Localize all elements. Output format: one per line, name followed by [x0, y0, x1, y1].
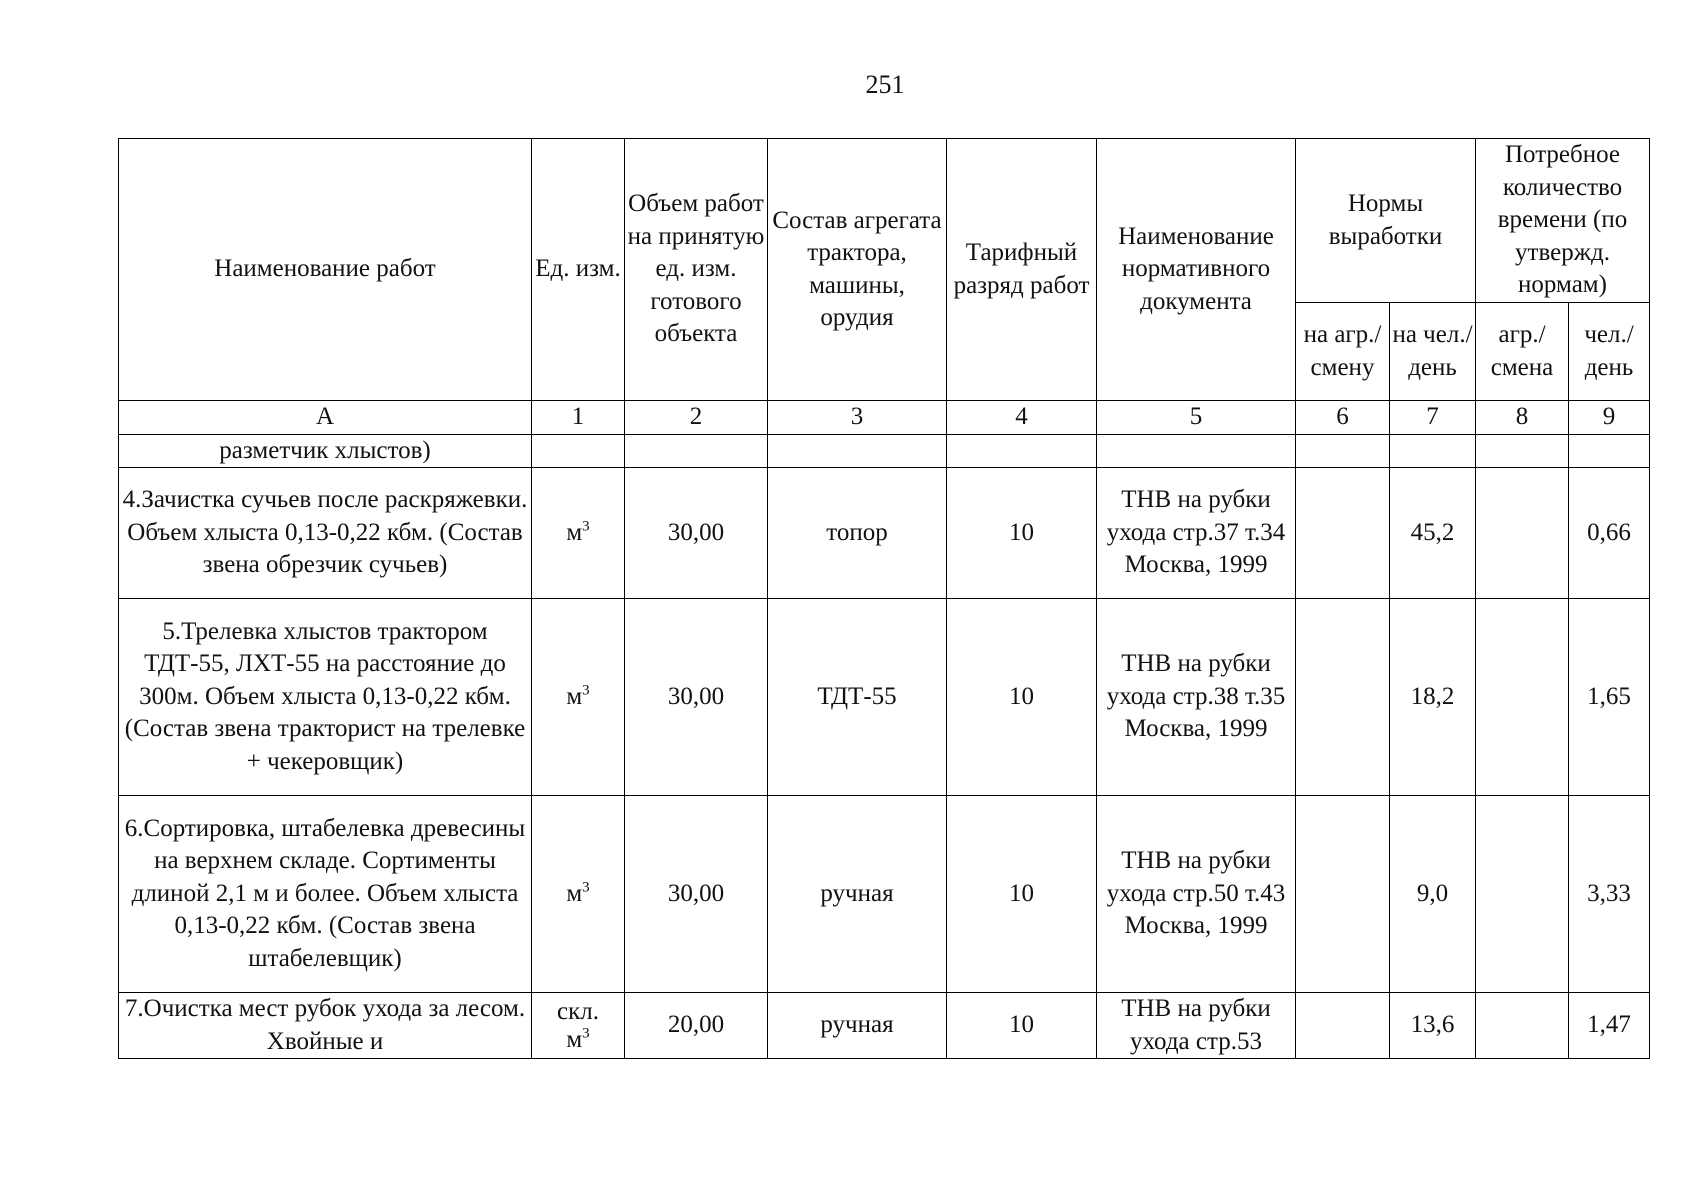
unit-base: м [566, 519, 583, 546]
unit-cell [532, 796, 625, 993]
norm-chel-cell: 9,0 [1390, 796, 1476, 993]
column-number: А [119, 401, 532, 435]
time-chel-cell: 1,65 [1569, 599, 1650, 796]
tariff-cell: 10 [947, 468, 1097, 599]
time-agr-cell [1476, 599, 1569, 796]
header-tariff: Тарифный разряд работ [947, 139, 1097, 401]
time-agr-cell [1476, 796, 1569, 993]
composition-cell: ручная [768, 796, 947, 993]
column-number: 3 [768, 401, 947, 435]
composition-cell: ручная [768, 993, 947, 1059]
unit-superscript: 3 [582, 518, 590, 535]
unit-prefix: скл. [557, 997, 599, 1025]
table-row [119, 796, 1650, 993]
tariff-cell: 10 [947, 993, 1097, 1059]
header-composition: Состав агрегата трактора, машины, орудия [768, 139, 947, 401]
document-cell: ТНВ на рубки ухода стр.37 т.34 Москва, 1999 [1097, 468, 1296, 599]
column-number: 9 [1569, 401, 1650, 435]
tariff-cell: 10 [947, 599, 1097, 796]
column-number: 1 [532, 401, 625, 435]
unit-cell [532, 993, 625, 1059]
volume-cell: 30,00 [625, 468, 768, 599]
volume-cell: 30,00 [625, 796, 768, 993]
header-time: Потребное количество времени (по утвержд. нормам) [1476, 139, 1650, 303]
header-time-agr: агр./ смена [1476, 303, 1569, 401]
document-cell: ТНВ на рубки ухода стр.53 [1097, 993, 1296, 1059]
works-table [118, 138, 1650, 1059]
work-name: 5.Трелевка хлыстов трактором ТДТ-55, ЛХТ-55 на расстояние до 300м. Объем хлыста 0,13-0,22 кбм. (Состав звена тракторист на трелевке + чекеровщик) [119, 599, 532, 796]
work-name: 7.Очистка мест рубок ухода за лесом. Хвойные и [119, 993, 532, 1059]
header-document: Наименование нормативного документа [1097, 139, 1296, 401]
column-number: 4 [947, 401, 1097, 435]
header-volume: Объем работ на принятую ед. изм. готового объекта [625, 139, 768, 401]
unit-base: м [566, 880, 583, 907]
column-number: 5 [1097, 401, 1296, 435]
document-cell: ТНВ на рубки ухода стр.50 т.43 Москва, 1999 [1097, 796, 1296, 993]
norm-agr-cell [1296, 599, 1390, 796]
time-chel-cell: 0,66 [1569, 468, 1650, 599]
unit-superscript: 3 [582, 1025, 590, 1042]
volume-cell: 30,00 [625, 599, 768, 796]
time-agr-cell [1476, 993, 1569, 1059]
norm-agr-cell [1296, 468, 1390, 599]
table-row [119, 599, 1650, 796]
table-row [119, 993, 1650, 1059]
column-number: 2 [625, 401, 768, 435]
header-name: Наименование работ [119, 139, 532, 401]
unit-base: м [566, 683, 583, 710]
header-unit: Ед. изм. [532, 139, 625, 401]
time-chel-cell: 3,33 [1569, 796, 1650, 993]
unit-base: м [566, 1025, 583, 1053]
header-norms-chel: на чел./ день [1390, 303, 1476, 401]
tariff-cell: 10 [947, 796, 1097, 993]
header-norms: Нормы выработки [1296, 139, 1476, 303]
unit-superscript: 3 [582, 879, 590, 896]
column-number: 7 [1390, 401, 1476, 435]
norm-agr-cell [1296, 796, 1390, 993]
time-chel-cell: 1,47 [1569, 993, 1650, 1059]
continuation-text: разметчик хлыстов) [119, 434, 532, 468]
work-name: 6.Сортировка, штабелевка древесины на верхнем складе. Сортименты длиной 2,1 м и более. Объем хлыста 0,13-0,22 кбм. (Состав звена штабелевщик) [119, 796, 532, 993]
continuation-row [119, 434, 1650, 468]
work-name: 4.Зачистка сучьев после раскряжевки. Объем хлыста 0,13-0,22 кбм. (Состав звена обрезчик сучьев) [119, 468, 532, 599]
norm-chel-cell: 45,2 [1390, 468, 1476, 599]
volume-cell: 20,00 [625, 993, 768, 1059]
norm-chel-cell: 13,6 [1390, 993, 1476, 1059]
column-number-row [119, 401, 1650, 435]
norm-chel-cell: 18,2 [1390, 599, 1476, 796]
unit-cell [532, 599, 625, 796]
time-agr-cell [1476, 468, 1569, 599]
column-number: 6 [1296, 401, 1390, 435]
header-norms-agr: на агр./ смену [1296, 303, 1390, 401]
unit-superscript: 3 [582, 682, 590, 699]
table-row [119, 468, 1650, 599]
document-cell: ТНВ на рубки ухода стр.38 т.35 Москва, 1999 [1097, 599, 1296, 796]
norm-agr-cell [1296, 993, 1390, 1059]
unit-cell [532, 468, 625, 599]
page-number: 251 [865, 70, 905, 99]
header-time-chel: чел./ день [1569, 303, 1650, 401]
column-number: 8 [1476, 401, 1569, 435]
composition-cell: ТДТ-55 [768, 599, 947, 796]
composition-cell: топор [768, 468, 947, 599]
